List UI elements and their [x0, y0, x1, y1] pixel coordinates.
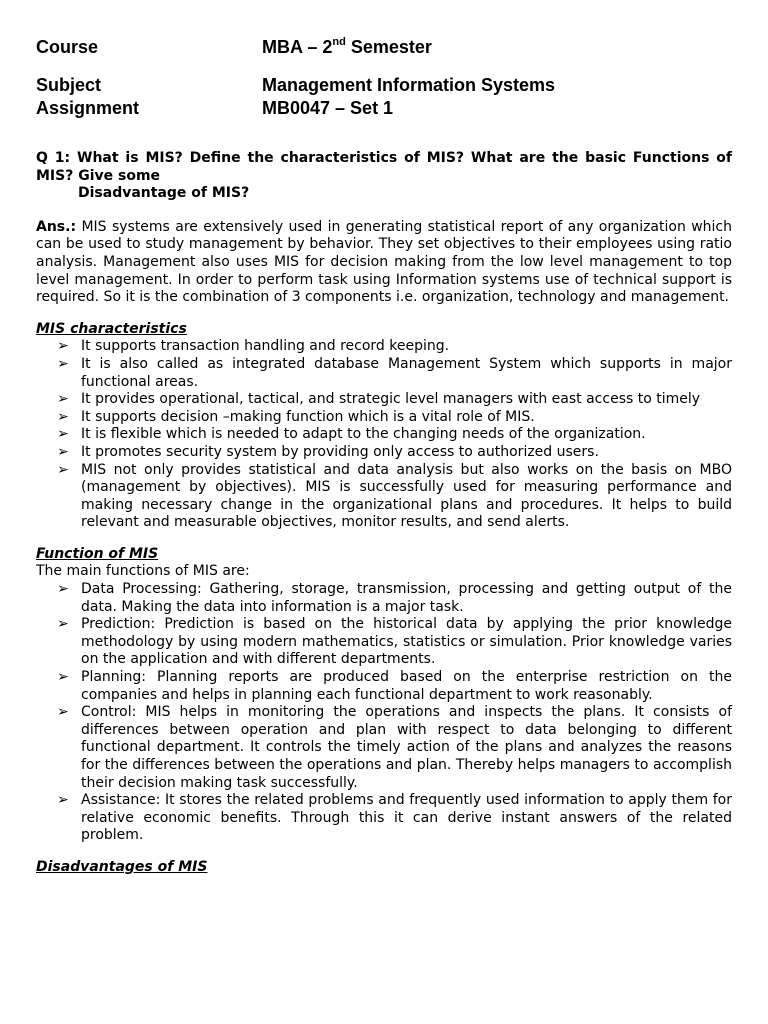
list-item-text: It is also called as integrated database Management System which supports in major functional areas. [81, 355, 732, 390]
arrow-bullet-icon: ➢ [57, 581, 69, 598]
list-item [36, 426, 732, 444]
arrow-bullet-icon: ➢ [57, 443, 69, 460]
course-label: Course [36, 37, 99, 57]
document-body [36, 150, 732, 877]
arrow-bullet-icon: ➢ [57, 338, 69, 355]
subject-value: Management Information Systems [262, 75, 556, 95]
list-item-text: It promotes security system by providing only access to authorized users. [81, 443, 599, 460]
characteristics-heading: MIS characteristics [36, 320, 187, 337]
arrow-bullet-icon: ➢ [57, 408, 69, 425]
answer-label: Ans.: [36, 218, 77, 235]
characteristics-list [36, 338, 732, 532]
functions-heading: Function of MIS [36, 545, 159, 562]
arrow-bullet-icon: ➢ [57, 426, 69, 443]
list-item-text: It is flexible which is needed to adapt to the changing needs of the organization. [81, 426, 646, 443]
list-item-text: Prediction: Prediction is based on the historical data by applying the prior knowledge methodology by using modern mathematics, statistics or simulation. Prior knowledge varies on the application and with different departments. [81, 616, 732, 668]
assignment-value: MB0047 – Set 1 [262, 98, 394, 118]
list-item-text: It supports transaction handling and record keeping. [81, 338, 450, 355]
list-item [36, 792, 732, 845]
arrow-bullet-icon: ➢ [57, 792, 69, 809]
list-item [36, 704, 732, 792]
list-item [36, 338, 732, 356]
list-item [36, 616, 732, 669]
list-item [36, 669, 732, 704]
list-item [36, 409, 732, 427]
list-item-text: MIS not only provides statistical and data analysis but also works on the basis on MBO (management by objectives). MIS is successfully used for measuring performance and making necessary change in the organizational plans and procedures. It helps to build relevant and measurable objectives, monitor results, and send alerts. [81, 461, 732, 531]
list-item-text: Control: MIS helps in monitoring the operations and inspects the plans. It consists of differences between operation and plan with respect to data belonging to different functional department. It controls the timely action of the plans and analyzes the reasons for the differences between the operations and plan. Thereby helps managers to accomplish their decision making task successfully. [81, 704, 732, 791]
list-item [36, 356, 732, 391]
functions-intro: The main functions of MIS are: [36, 563, 250, 580]
answer-paragraph [36, 219, 732, 307]
question-line-2: Disadvantage of MIS? [78, 185, 250, 202]
list-item [36, 444, 732, 462]
list-item-text: Assistance: It stores the related problems and frequently used information to apply them for relative economic benefits. Through this it can derive instant answers of the related problem. [81, 792, 732, 844]
list-item-text: Planning: Planning reports are produced based on the enterprise restriction on the companies and helps in planning each functional department to work reasonably. [81, 669, 732, 703]
arrow-bullet-icon: ➢ [57, 616, 69, 633]
arrow-bullet-icon: ➢ [57, 461, 69, 478]
arrow-bullet-icon: ➢ [57, 669, 69, 686]
list-item [36, 391, 732, 409]
list-item-text: It supports decision –making function which is a vital role of MIS. [81, 408, 535, 425]
disadvantages-heading: Disadvantages of MIS [36, 858, 208, 875]
functions-list [36, 581, 732, 845]
arrow-bullet-icon: ➢ [57, 704, 69, 721]
question-line-1: Q 1: What is MIS? Define the characteristics of MIS? What are the basic Functions of MIS? Give some [36, 150, 732, 184]
arrow-bullet-icon: ➢ [57, 391, 69, 408]
subject-label: Subject [36, 75, 102, 95]
course-value: MBA – 2nd Semester [262, 36, 432, 57]
assignment-label: Assignment [36, 98, 140, 118]
list-item-text: Data Processing: Gathering, storage, transmission, processing and getting output of the data. Making the data into information is a major task. [81, 581, 732, 615]
answer-text: MIS systems are extensively used in generating statistical report of any organization which can be used to study management by behavior. They set objectives to their employees using ratio analysis. Management also uses MIS for decision making from the low level management to top level management. In order to perform task using Information systems use of technical support is required. So it is the combination of 3 components i.e. organization, technology and management. [36, 218, 732, 306]
list-item [36, 581, 732, 616]
question-heading [36, 150, 732, 203]
list-item-text: It provides operational, tactical, and strategic level managers with east access to timely [81, 391, 701, 408]
list-item [36, 462, 732, 532]
arrow-bullet-icon: ➢ [57, 355, 69, 372]
